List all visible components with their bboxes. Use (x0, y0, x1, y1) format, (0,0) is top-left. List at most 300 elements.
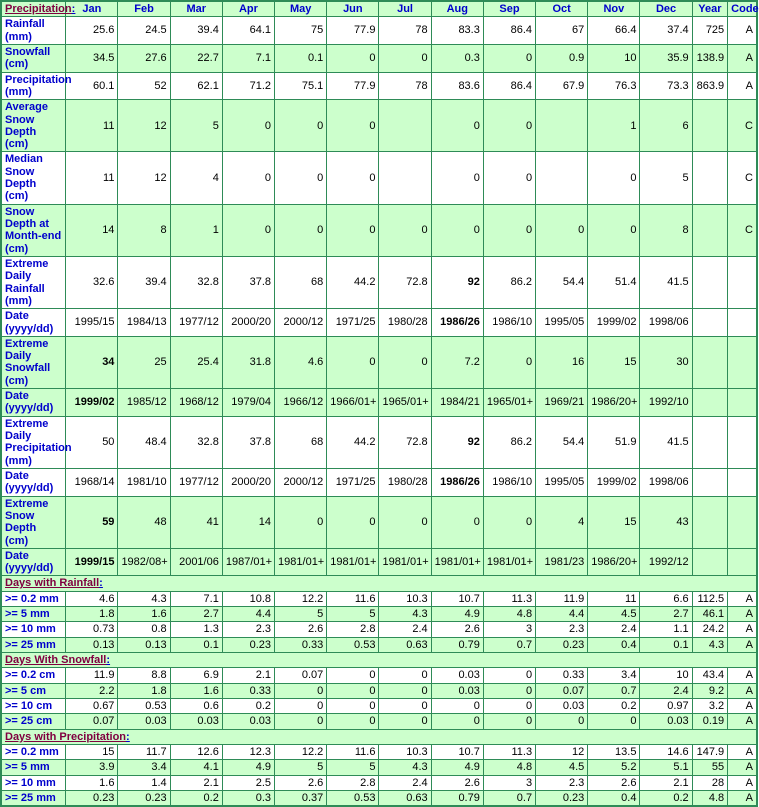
row-label: Precipitation (mm) (1, 72, 66, 100)
cell-nov: 13.5 (588, 744, 640, 759)
row-label: Average Snow Depth (cm) (1, 100, 66, 152)
cell-nov: 76.3 (588, 72, 640, 100)
cell-nov: 1 (588, 100, 640, 152)
cell-year: 9.2 (692, 683, 728, 698)
cell-feb: 0.13 (118, 637, 170, 652)
cell-jul: 0 (379, 683, 431, 698)
section-header-row (1, 653, 757, 668)
cell-oct: 0.33 (536, 668, 588, 683)
cell-dec: 2.1 (640, 775, 692, 790)
table-row (1, 744, 757, 759)
column-header-oct: Oct (536, 1, 588, 17)
cell-jul: 0 (379, 668, 431, 683)
cell-jul: 1981/01+ (379, 548, 431, 576)
cell-aug: 83.3 (431, 17, 483, 45)
table-row (1, 256, 757, 308)
cell-oct: 0 (536, 204, 588, 256)
cell-mar: 7.1 (170, 591, 222, 606)
cell-sep: 0 (483, 204, 535, 256)
cell-mar: 4 (170, 152, 222, 204)
cell-may: 0 (275, 204, 327, 256)
cell-mar: 1.3 (170, 622, 222, 637)
table-row (1, 152, 757, 204)
table-row (1, 668, 757, 683)
table-header-row (1, 1, 757, 17)
cell-apr: 4.9 (222, 760, 274, 775)
cell-dec: 8 (640, 204, 692, 256)
cell-oct: 4.4 (536, 607, 588, 622)
cell-apr: 0.03 (222, 714, 274, 729)
cell-mar: 1 (170, 204, 222, 256)
cell-jun: 44.2 (327, 416, 379, 468)
cell-code (728, 256, 757, 308)
table-row (1, 698, 757, 713)
cell-jun: 1966/01+ (327, 389, 379, 417)
cell-may: 75 (275, 17, 327, 45)
cell-oct: 54.4 (536, 256, 588, 308)
cell-jan: 60.1 (66, 72, 118, 100)
cell-jan: 1.8 (66, 607, 118, 622)
cell-jun: 0 (327, 204, 379, 256)
cell-feb: 39.4 (118, 256, 170, 308)
cell-aug: 10.7 (431, 744, 483, 759)
row-label: Snowfall (cm) (1, 44, 66, 72)
cell-may: 2000/12 (275, 468, 327, 496)
cell-dec: 1992/12 (640, 548, 692, 576)
row-label: >= 10 mm (1, 622, 66, 637)
cell-mar: 0.03 (170, 714, 222, 729)
cell-jan: 4.6 (66, 591, 118, 606)
cell-feb: 3.4 (118, 760, 170, 775)
cell-year (692, 416, 728, 468)
cell-may: 0.1 (275, 44, 327, 72)
cell-feb: 0.23 (118, 790, 170, 806)
cell-nov: 0.7 (588, 683, 640, 698)
table-row (1, 17, 757, 45)
cell-jul: 0.63 (379, 790, 431, 806)
row-label: >= 25 mm (1, 790, 66, 806)
cell-jun: 11.6 (327, 591, 379, 606)
cell-nov: 0.4 (588, 637, 640, 652)
cell-oct: 0.03 (536, 698, 588, 713)
cell-mar: 22.7 (170, 44, 222, 72)
cell-nov: 2.4 (588, 622, 640, 637)
cell-code: C (728, 100, 757, 152)
cell-jul: 0 (379, 336, 431, 388)
cell-jun: 0 (327, 152, 379, 204)
cell-jan: 25.6 (66, 17, 118, 45)
cell-jan: 11 (66, 152, 118, 204)
cell-apr: 2000/20 (222, 468, 274, 496)
cell-apr: 2.5 (222, 775, 274, 790)
cell-jul: 0 (379, 496, 431, 548)
cell-mar: 0.2 (170, 790, 222, 806)
cell-jun: 2.8 (327, 622, 379, 637)
cell-may: 0 (275, 714, 327, 729)
cell-apr: 0 (222, 152, 274, 204)
cell-nov: 11 (588, 591, 640, 606)
cell-jun: 0.53 (327, 637, 379, 652)
cell-sep: 3 (483, 775, 535, 790)
cell-dec: 1998/06 (640, 468, 692, 496)
cell-aug: 0 (431, 204, 483, 256)
table-row (1, 683, 757, 698)
cell-code (728, 468, 757, 496)
cell-aug: 0 (431, 496, 483, 548)
cell-jan: 1999/15 (66, 548, 118, 576)
column-header-jun: Jun (327, 1, 379, 17)
cell-may: 2000/12 (275, 309, 327, 337)
cell-jan: 0.07 (66, 714, 118, 729)
cell-apr: 7.1 (222, 44, 274, 72)
cell-mar: 0.1 (170, 637, 222, 652)
row-label: Extreme Daily Snowfall (cm) (1, 336, 66, 388)
cell-jul: 0 (379, 698, 431, 713)
cell-jan: 11 (66, 100, 118, 152)
table-row (1, 389, 757, 417)
cell-nov: 1986/20+ (588, 548, 640, 576)
cell-code: A (728, 591, 757, 606)
cell-feb: 1.8 (118, 683, 170, 698)
cell-feb: 11.7 (118, 744, 170, 759)
cell-mar: 25.4 (170, 336, 222, 388)
cell-jul: 0 (379, 204, 431, 256)
table-row (1, 72, 757, 100)
cell-nov: 51.4 (588, 256, 640, 308)
cell-jan: 34 (66, 336, 118, 388)
cell-feb: 1981/10 (118, 468, 170, 496)
cell-oct (536, 100, 588, 152)
cell-aug: 0 (431, 152, 483, 204)
cell-apr: 2.3 (222, 622, 274, 637)
cell-may: 0 (275, 496, 327, 548)
cell-nov: 1986/20+ (588, 389, 640, 417)
column-header-may: May (275, 1, 327, 17)
cell-oct: 1995/05 (536, 309, 588, 337)
cell-jul: 0.63 (379, 637, 431, 652)
cell-jul: 1980/28 (379, 468, 431, 496)
cell-jul: 78 (379, 72, 431, 100)
cell-dec: 41.5 (640, 416, 692, 468)
cell-oct: 11.9 (536, 591, 588, 606)
cell-jan: 0.23 (66, 790, 118, 806)
row-label: Extreme Snow Depth (cm) (1, 496, 66, 548)
section-title-colon: : (126, 730, 130, 743)
cell-year: 28 (692, 775, 728, 790)
cell-sep: 86.4 (483, 72, 535, 100)
cell-mar: 0.6 (170, 698, 222, 713)
cell-year: 112.5 (692, 591, 728, 606)
cell-apr: 37.8 (222, 256, 274, 308)
cell-sep: 0 (483, 496, 535, 548)
row-label: >= 25 mm (1, 637, 66, 652)
cell-mar: 39.4 (170, 17, 222, 45)
cell-feb: 25 (118, 336, 170, 388)
cell-dec: 0.97 (640, 698, 692, 713)
cell-aug: 83.6 (431, 72, 483, 100)
cell-oct: 1995/05 (536, 468, 588, 496)
cell-year (692, 389, 728, 417)
cell-mar: 41 (170, 496, 222, 548)
cell-may: 0.37 (275, 790, 327, 806)
cell-code: A (728, 622, 757, 637)
cell-jul: 78 (379, 17, 431, 45)
cell-sep: 1986/10 (483, 309, 535, 337)
cell-year (692, 204, 728, 256)
table-row (1, 496, 757, 548)
cell-sep: 0 (483, 698, 535, 713)
cell-feb: 8 (118, 204, 170, 256)
table-row (1, 714, 757, 729)
row-label: >= 10 mm (1, 775, 66, 790)
cell-dec: 35.9 (640, 44, 692, 72)
cell-may: 1981/01+ (275, 548, 327, 576)
column-header-feb: Feb (118, 1, 170, 17)
cell-nov: 0 (588, 152, 640, 204)
section-title-text: Days with Rainfall (5, 577, 100, 590)
cell-jun: 5 (327, 607, 379, 622)
section-title-colon: : (99, 577, 103, 590)
cell-oct: 67.9 (536, 72, 588, 100)
cell-jul: 10.3 (379, 744, 431, 759)
cell-aug: 0.79 (431, 790, 483, 806)
cell-jun: 0.53 (327, 790, 379, 806)
row-label: Extreme Daily Rainfall (mm) (1, 256, 66, 308)
cell-feb: 1982/08+ (118, 548, 170, 576)
row-label: >= 10 cm (1, 698, 66, 713)
section-header-row (1, 576, 757, 591)
cell-jan: 34.5 (66, 44, 118, 72)
cell-year (692, 548, 728, 576)
cell-aug: 92 (431, 256, 483, 308)
cell-apr: 2000/20 (222, 309, 274, 337)
cell-aug: 7.2 (431, 336, 483, 388)
cell-jan: 59 (66, 496, 118, 548)
cell-oct: 2.3 (536, 775, 588, 790)
cell-apr: 14 (222, 496, 274, 548)
cell-nov: 1999/02 (588, 468, 640, 496)
cell-year (692, 336, 728, 388)
cell-mar: 12.6 (170, 744, 222, 759)
cell-aug: 0.03 (431, 683, 483, 698)
row-label: >= 5 cm (1, 683, 66, 698)
cell-feb: 8.8 (118, 668, 170, 683)
cell-aug: 4.9 (431, 607, 483, 622)
column-header-mar: Mar (170, 1, 222, 17)
cell-sep: 0 (483, 100, 535, 152)
cell-mar: 2.1 (170, 775, 222, 790)
cell-jan: 3.9 (66, 760, 118, 775)
cell-code: A (728, 790, 757, 806)
cell-may: 0.33 (275, 637, 327, 652)
cell-mar: 32.8 (170, 416, 222, 468)
cell-jun: 0 (327, 44, 379, 72)
cell-jan: 32.6 (66, 256, 118, 308)
cell-oct: 0.23 (536, 790, 588, 806)
cell-may: 0 (275, 698, 327, 713)
table-row (1, 336, 757, 388)
cell-oct: 12 (536, 744, 588, 759)
cell-dec: 2.4 (640, 683, 692, 698)
cell-jan: 50 (66, 416, 118, 468)
cell-jul: 4.3 (379, 760, 431, 775)
cell-jun: 44.2 (327, 256, 379, 308)
section-header (1, 576, 757, 591)
cell-apr: 0 (222, 204, 274, 256)
cell-aug: 0.03 (431, 668, 483, 683)
section-title-text: Days With Snowfall (5, 654, 107, 666)
cell-apr: 0.23 (222, 637, 274, 652)
cell-nov: 10 (588, 44, 640, 72)
cell-dec: 1998/06 (640, 309, 692, 337)
cell-dec: 14.6 (640, 744, 692, 759)
cell-aug: 1981/01+ (431, 548, 483, 576)
cell-code (728, 496, 757, 548)
cell-apr: 37.8 (222, 416, 274, 468)
cell-feb: 48 (118, 496, 170, 548)
cell-feb: 4.3 (118, 591, 170, 606)
cell-mar: 1968/12 (170, 389, 222, 417)
column-header-dec: Dec (640, 1, 692, 17)
cell-nov: 4.5 (588, 607, 640, 622)
cell-apr: 12.3 (222, 744, 274, 759)
cell-year: 0.19 (692, 714, 728, 729)
row-label: >= 5 mm (1, 760, 66, 775)
cell-oct: 67 (536, 17, 588, 45)
row-label: >= 25 cm (1, 714, 66, 729)
cell-jun: 1971/25 (327, 309, 379, 337)
cell-aug: 2.6 (431, 775, 483, 790)
cell-feb: 1.6 (118, 607, 170, 622)
cell-may: 75.1 (275, 72, 327, 100)
table-row (1, 790, 757, 806)
table-row (1, 622, 757, 637)
cell-aug: 1986/26 (431, 468, 483, 496)
section-header-row (1, 729, 757, 744)
table-row (1, 637, 757, 652)
cell-code (728, 309, 757, 337)
cell-jul: 1980/28 (379, 309, 431, 337)
cell-apr: 4.4 (222, 607, 274, 622)
cell-feb: 1984/13 (118, 309, 170, 337)
cell-sep: 0 (483, 44, 535, 72)
cell-jun: 0 (327, 668, 379, 683)
cell-jun: 77.9 (327, 72, 379, 100)
cell-may: 0 (275, 152, 327, 204)
cell-code: A (728, 607, 757, 622)
cell-dec: 41.5 (640, 256, 692, 308)
cell-aug: 2.6 (431, 622, 483, 637)
cell-jun: 0 (327, 496, 379, 548)
corner-title-text: Precipitation (5, 3, 72, 15)
cell-may: 12.2 (275, 591, 327, 606)
cell-jul: 2.4 (379, 622, 431, 637)
row-label: Date (yyyy/dd) (1, 389, 66, 417)
row-label: >= 0.2 mm (1, 591, 66, 606)
cell-code: C (728, 204, 757, 256)
cell-dec: 1992/10 (640, 389, 692, 417)
cell-jan: 0.73 (66, 622, 118, 637)
cell-jul: 0 (379, 714, 431, 729)
cell-dec: 43 (640, 496, 692, 548)
row-label: Date (yyyy/dd) (1, 468, 66, 496)
cell-oct: 16 (536, 336, 588, 388)
row-label: Rainfall (mm) (1, 17, 66, 45)
table-row (1, 100, 757, 152)
cell-code: A (728, 698, 757, 713)
cell-mar: 62.1 (170, 72, 222, 100)
cell-dec: 6 (640, 100, 692, 152)
cell-year: 147.9 (692, 744, 728, 759)
cell-dec: 6.6 (640, 591, 692, 606)
cell-nov: 0.4 (588, 790, 640, 806)
cell-sep: 11.3 (483, 744, 535, 759)
cell-oct: 4.5 (536, 760, 588, 775)
cell-dec: 5.1 (640, 760, 692, 775)
cell-aug: 4.9 (431, 760, 483, 775)
cell-dec: 0.2 (640, 790, 692, 806)
cell-apr: 31.8 (222, 336, 274, 388)
cell-oct: 0 (536, 714, 588, 729)
cell-jun: 77.9 (327, 17, 379, 45)
cell-aug: 10.7 (431, 591, 483, 606)
cell-may: 0 (275, 100, 327, 152)
cell-nov: 0.2 (588, 698, 640, 713)
cell-jun: 0 (327, 100, 379, 152)
cell-mar: 1977/12 (170, 309, 222, 337)
cell-year: 863.9 (692, 72, 728, 100)
cell-may: 0 (275, 683, 327, 698)
cell-jun: 2.8 (327, 775, 379, 790)
table-corner-title (1, 1, 76, 17)
cell-nov: 0 (588, 714, 640, 729)
cell-nov: 3.4 (588, 668, 640, 683)
cell-year (692, 309, 728, 337)
cell-jul: 72.8 (379, 256, 431, 308)
cell-code: C (728, 152, 757, 204)
row-label: >= 0.2 cm (1, 668, 66, 683)
cell-apr: 0 (222, 100, 274, 152)
table-row (1, 204, 757, 256)
cell-year: 138.9 (692, 44, 728, 72)
column-header-sep: Sep (483, 1, 535, 17)
cell-year: 725 (692, 17, 728, 45)
cell-apr: 71.2 (222, 72, 274, 100)
cell-dec: 30 (640, 336, 692, 388)
table-row (1, 548, 757, 576)
cell-year: 3.2 (692, 698, 728, 713)
cell-dec: 10 (640, 668, 692, 683)
cell-oct: 0.9 (536, 44, 588, 72)
cell-feb: 52 (118, 72, 170, 100)
cell-apr: 0.2 (222, 698, 274, 713)
cell-may: 12.2 (275, 744, 327, 759)
cell-code: A (728, 637, 757, 652)
cell-may: 2.6 (275, 775, 327, 790)
cell-code (728, 336, 757, 388)
cell-nov: 0 (588, 204, 640, 256)
cell-year (692, 468, 728, 496)
cell-mar: 2001/06 (170, 548, 222, 576)
cell-jan: 1.6 (66, 775, 118, 790)
cell-code (728, 548, 757, 576)
row-label: Date (yyyy/dd) (1, 309, 66, 337)
cell-aug: 0.79 (431, 637, 483, 652)
cell-jun: 1971/25 (327, 468, 379, 496)
row-label: Median Snow Depth (cm) (1, 152, 66, 204)
table-row (1, 44, 757, 72)
cell-nov: 5.2 (588, 760, 640, 775)
